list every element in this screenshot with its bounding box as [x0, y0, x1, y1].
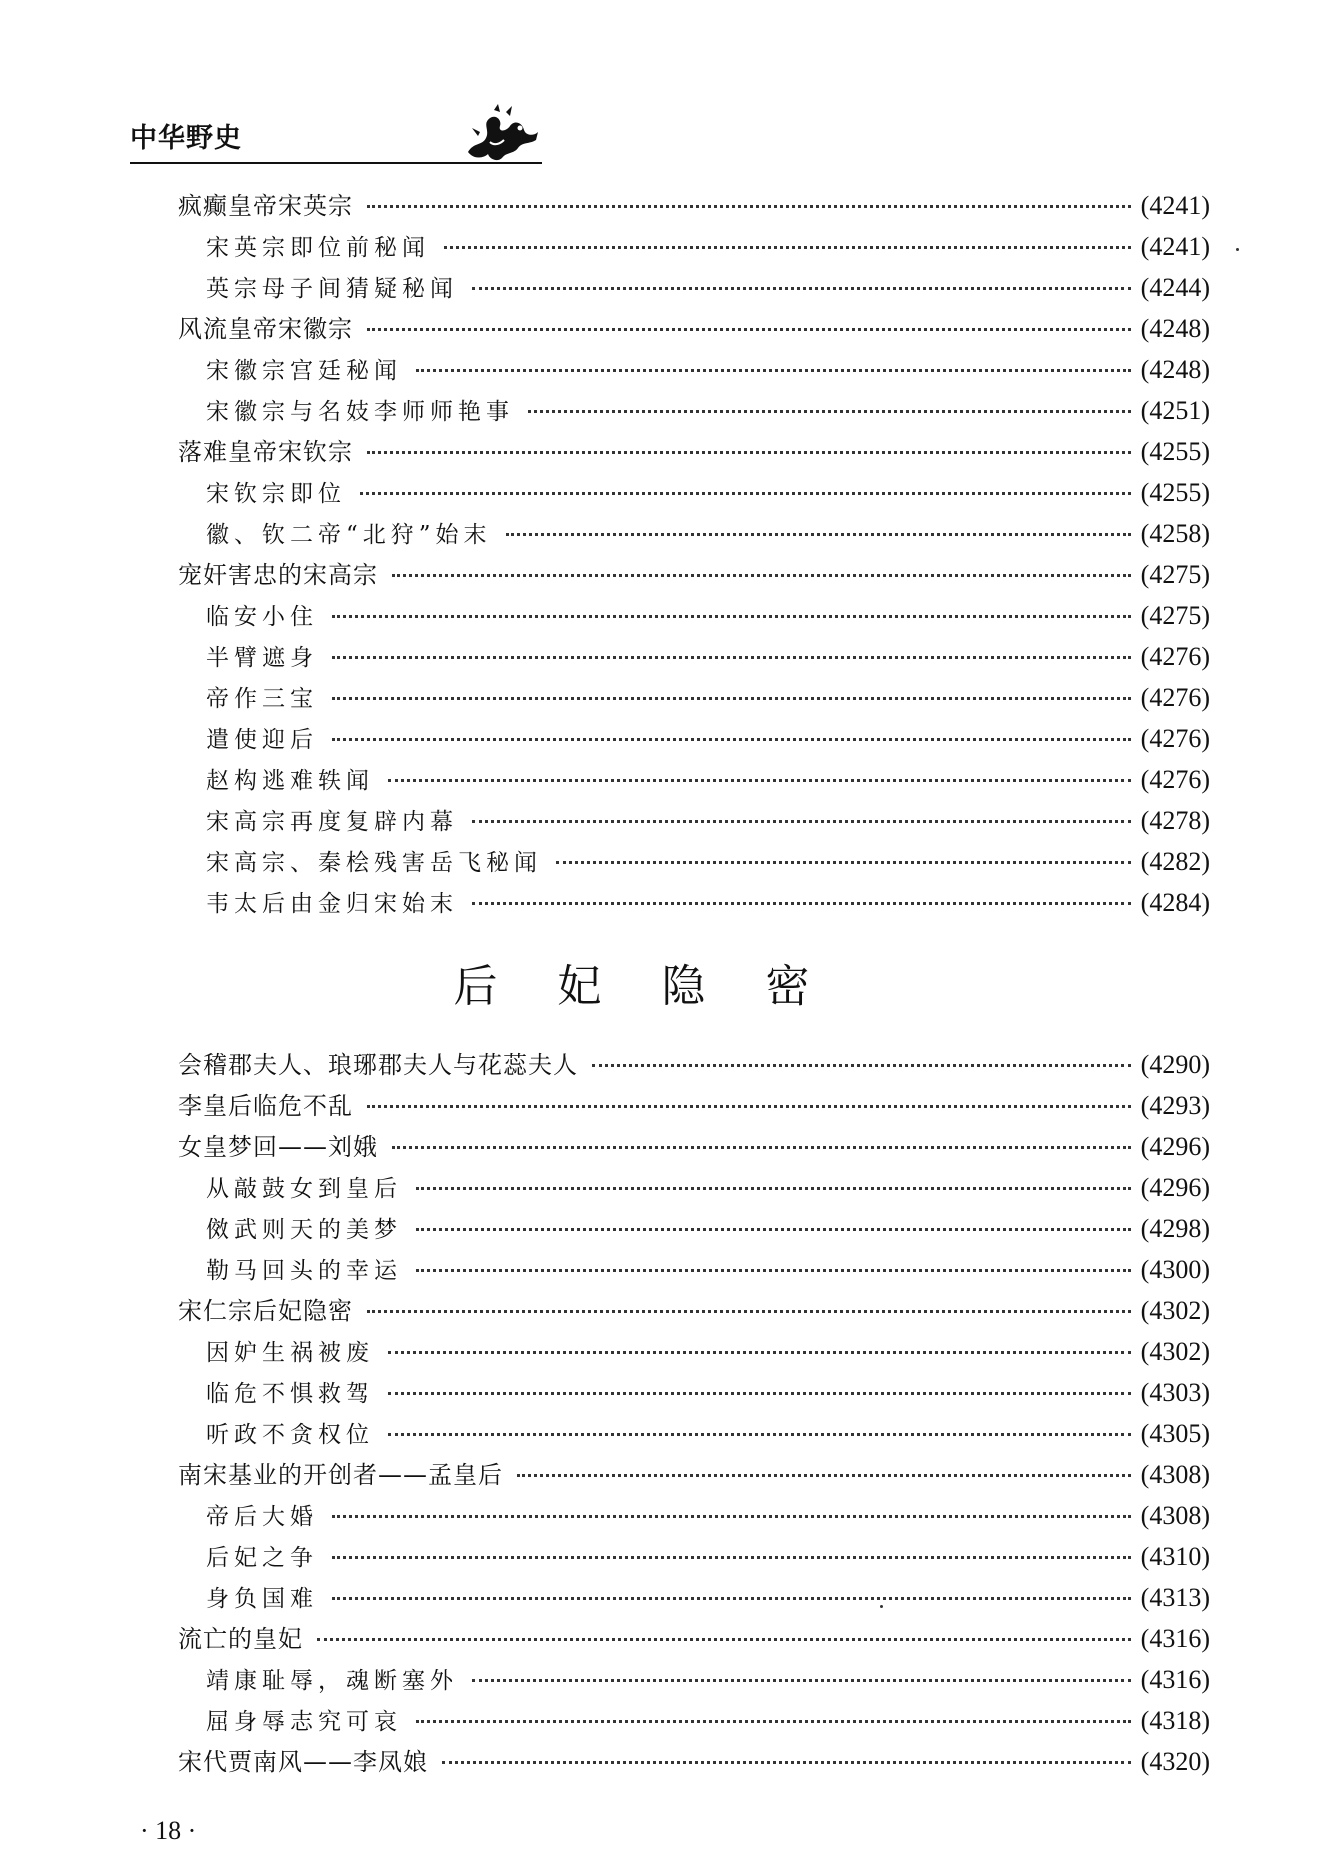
leader-dots — [388, 779, 1131, 782]
toc-entry-title: 赵构逃难轶闻 — [206, 768, 374, 794]
toc-entry-page: (4275) — [1140, 560, 1210, 589]
toc-entry-title: 会稽郡夫人、琅琊郡夫人与花蕊夫人 — [178, 1051, 578, 1079]
toc-entry-title: 徽、钦二帝“北狩”始末 — [206, 522, 492, 548]
leader-dots — [416, 1720, 1131, 1723]
section-heading: 后妃隐密 — [453, 961, 870, 1012]
leader-dots — [472, 820, 1131, 823]
toc-entry-page: (4316) — [1140, 1665, 1210, 1694]
leader-dots — [556, 861, 1131, 864]
toc-entry-title: 宠奸害忠的宋高宗 — [178, 561, 378, 589]
toc-entry[interactable] — [206, 762, 1210, 798]
toc-entry[interactable] — [206, 1211, 1210, 1247]
scan-speck — [1236, 248, 1239, 251]
toc-entry[interactable] — [206, 721, 1210, 757]
toc-entry[interactable] — [178, 434, 1210, 470]
leader-dots — [416, 1228, 1131, 1231]
toc-entry-page: (4290) — [1140, 1050, 1210, 1079]
toc-entry-page: (4305) — [1140, 1419, 1210, 1448]
toc-entry-page: (4302) — [1140, 1296, 1210, 1325]
leader-dots — [528, 410, 1131, 413]
leader-dots — [332, 1515, 1131, 1518]
toc-entry-page: (4284) — [1140, 888, 1210, 917]
toc-entry[interactable] — [206, 1580, 1210, 1616]
toc-entry-page: (4276) — [1140, 765, 1210, 794]
toc-entry-page: (4241) — [1140, 232, 1210, 261]
toc-entry-page: (4248) — [1140, 355, 1210, 384]
toc-entry-page: (4278) — [1140, 806, 1210, 835]
toc-entry[interactable] — [178, 1744, 1210, 1780]
toc-entry-page: (4310) — [1140, 1542, 1210, 1571]
toc-entry[interactable] — [206, 229, 1210, 265]
leader-dots — [367, 205, 1131, 208]
toc-entry-page: (4276) — [1140, 724, 1210, 753]
toc-entry-title: 因妒生祸被废 — [206, 1340, 374, 1366]
toc-entry-page: (4251) — [1140, 396, 1210, 425]
toc-entry[interactable] — [206, 1252, 1210, 1288]
leader-dots — [442, 1761, 1131, 1764]
toc-entry-title: 临危不惧救驾 — [206, 1381, 374, 1407]
toc-entry-title: 帝作三宝 — [206, 686, 318, 712]
toc-entry-title: 宋高宗再度复辟内幕 — [206, 809, 458, 835]
toc-entry-page: (4258) — [1140, 519, 1210, 548]
toc-entry-title: 风流皇帝宋徽宗 — [178, 315, 353, 343]
toc-entry-title: 宋徽宗宫廷秘闻 — [206, 358, 402, 384]
header-rule — [130, 162, 542, 164]
toc-entry-page: (4320) — [1140, 1747, 1210, 1776]
leader-dots — [388, 1351, 1131, 1354]
leader-dots — [392, 574, 1131, 577]
leader-dots — [388, 1433, 1131, 1436]
toc-entry-page: (4303) — [1140, 1378, 1210, 1407]
toc-entry-title: 疯癫皇帝宋英宗 — [178, 192, 353, 220]
toc-entry[interactable] — [206, 1498, 1210, 1534]
toc-entry-title: 宋英宗即位前秘闻 — [206, 235, 430, 261]
toc-entry-page: (4255) — [1140, 437, 1210, 466]
running-header — [130, 108, 550, 164]
leader-dots — [592, 1064, 1131, 1067]
toc-entry-title: 李皇后临危不乱 — [178, 1092, 353, 1120]
toc-entry-title: 后妃之争 — [206, 1545, 318, 1571]
leader-dots — [332, 615, 1131, 618]
toc-entry-title: 身负国难 — [206, 1586, 318, 1612]
toc-entry-page: (4308) — [1140, 1501, 1210, 1530]
toc-entry-title: 宋钦宗即位 — [206, 481, 346, 507]
toc-entry-title: 宋仁宗后妃隐密 — [178, 1297, 353, 1325]
toc-entry[interactable] — [206, 352, 1210, 388]
toc-entry-title: 遣使迎后 — [206, 727, 318, 753]
toc-entry-page: (4241) — [1140, 191, 1210, 220]
toc-entry-title: 靖康耻辱，魂断塞外 — [206, 1668, 458, 1694]
toc-entry[interactable] — [206, 1375, 1210, 1411]
toc-entry-title: 屈身辱志究可哀 — [206, 1709, 402, 1735]
toc-entry[interactable] — [178, 1047, 1210, 1083]
toc-entry-page: (4308) — [1140, 1460, 1210, 1489]
toc-entry-page: (4313) — [1140, 1583, 1210, 1612]
toc-entry-page: (4296) — [1140, 1132, 1210, 1161]
toc-entry[interactable] — [178, 1621, 1210, 1657]
toc-entry[interactable] — [206, 885, 1210, 921]
toc-entry[interactable] — [206, 1539, 1210, 1575]
toc-entry[interactable] — [178, 1457, 1210, 1493]
toc-entry-title: 傚武则天的美梦 — [206, 1217, 402, 1243]
leader-dots — [416, 1187, 1131, 1190]
toc-entry[interactable] — [206, 475, 1210, 511]
leader-dots — [472, 287, 1131, 290]
leader-dots — [367, 1310, 1131, 1313]
toc-entry[interactable] — [206, 1416, 1210, 1452]
toc-entry-page: (4276) — [1140, 683, 1210, 712]
toc-entry-page: (4293) — [1140, 1091, 1210, 1120]
toc-entry[interactable] — [178, 1293, 1210, 1329]
toc-entry-title: 南宋基业的开创者——孟皇后 — [178, 1461, 503, 1489]
toc-entry-title: 勒马回头的幸运 — [206, 1258, 402, 1284]
toc-entry[interactable] — [206, 1334, 1210, 1370]
dragon-logo-icon — [460, 102, 542, 166]
toc-entry-page: (4276) — [1140, 642, 1210, 671]
toc-entry[interactable] — [206, 1703, 1210, 1739]
leader-dots — [392, 1146, 1131, 1149]
toc-entry[interactable] — [178, 1088, 1210, 1124]
leader-dots — [416, 1269, 1131, 1272]
toc-entry-page: (4302) — [1140, 1337, 1210, 1366]
leader-dots — [332, 1556, 1131, 1559]
toc-entry[interactable] — [206, 1170, 1210, 1206]
toc-entry[interactable] — [206, 680, 1210, 716]
leader-dots — [317, 1638, 1131, 1641]
toc-entry-page: (4316) — [1140, 1624, 1210, 1653]
leader-dots — [367, 1105, 1131, 1108]
leader-dots — [360, 492, 1131, 495]
leader-dots — [367, 328, 1131, 331]
leader-dots — [332, 656, 1131, 659]
page-number: · 18 · — [140, 1816, 197, 1845]
toc-entry[interactable] — [178, 188, 1210, 224]
toc-entry-title: 宋高宗、秦桧残害岳飞秘闻 — [206, 850, 542, 876]
toc-entry-title: 帝后大婚 — [206, 1504, 318, 1530]
toc-entry[interactable] — [206, 393, 1210, 429]
toc-entry-title: 宋徽宗与名妓李师师艳事 — [206, 399, 514, 425]
book-title: 中华野史 — [130, 123, 242, 154]
toc-entry-page: (4282) — [1140, 847, 1210, 876]
toc-entry-page: (4248) — [1140, 314, 1210, 343]
toc-entry-title: 流亡的皇妃 — [178, 1625, 303, 1653]
scan-speck — [880, 1605, 883, 1608]
leader-dots — [332, 1597, 1131, 1600]
toc-entry-title: 宋代贾南风——李凤娘 — [178, 1748, 428, 1776]
toc-entry-title: 从敲鼓女到皇后 — [206, 1176, 402, 1202]
toc-entry-page: (4275) — [1140, 601, 1210, 630]
toc-entry-page: (4300) — [1140, 1255, 1210, 1284]
leader-dots — [444, 246, 1131, 249]
toc-entry[interactable] — [206, 803, 1210, 839]
toc-entry-page: (4298) — [1140, 1214, 1210, 1243]
toc-entry-title: 女皇梦回——刘娥 — [178, 1133, 378, 1161]
toc-entry[interactable] — [206, 516, 1210, 552]
toc-entry-title: 半臂遮身 — [206, 645, 318, 671]
leader-dots — [472, 1679, 1131, 1682]
leader-dots — [416, 369, 1131, 372]
leader-dots — [332, 697, 1131, 700]
toc-entry[interactable] — [206, 270, 1210, 306]
toc-entry-title: 临安小住 — [206, 604, 318, 630]
toc-entry-page: (4255) — [1140, 478, 1210, 507]
leader-dots — [388, 1392, 1131, 1395]
toc-entry[interactable] — [178, 311, 1210, 347]
toc-entry[interactable] — [178, 557, 1210, 593]
toc-entry-page: (4244) — [1140, 273, 1210, 302]
leader-dots — [367, 451, 1131, 454]
leader-dots — [506, 533, 1131, 536]
toc-entry[interactable] — [206, 639, 1210, 675]
leader-dots — [332, 738, 1131, 741]
toc-entry-page: (4296) — [1140, 1173, 1210, 1202]
toc-entry-title: 落难皇帝宋钦宗 — [178, 438, 353, 466]
toc-entry-title: 听政不贪权位 — [206, 1422, 374, 1448]
toc-entry[interactable] — [206, 598, 1210, 634]
leader-dots — [517, 1474, 1131, 1477]
toc-entry-title: 英宗母子间猜疑秘闻 — [206, 276, 458, 302]
toc-entry[interactable] — [206, 1662, 1210, 1698]
toc-entry[interactable] — [206, 844, 1210, 880]
toc-entry-title: 韦太后由金归宋始末 — [206, 891, 458, 917]
toc-entry-page: (4318) — [1140, 1706, 1210, 1735]
toc-entry[interactable] — [178, 1129, 1210, 1165]
leader-dots — [472, 902, 1131, 905]
